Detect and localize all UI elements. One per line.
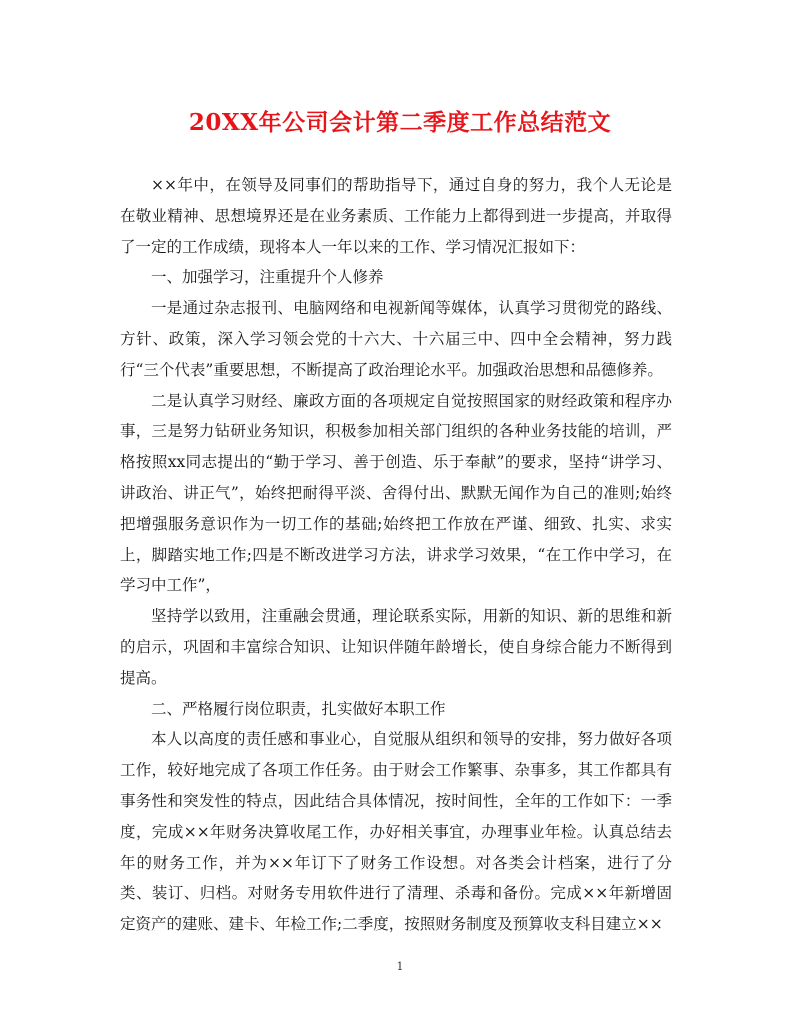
paragraph: 二是认真学习财经、廉政方面的各项规定自觉按照国家的财经政策和程序办事，三是努力钻研业务知识，积极参加相关部门组织的各种业务技能的培训，严格按照xx同志提出的“勤于学习、善于创造、乐于奉献”的要求，坚持“讲学习、讲政治、讲正气”，始终把耐得平淡、舍得付出、默默无闻作为自己的准则;始终把增强服务意识作为一切工作的基础;始终把工作放在严谨、细致、扎实、求实上，脚踏实地工作;四是不断改进学习方法，讲求学习效果，“在工作中学习，在学习中工作”， [120, 391, 672, 595]
paragraph: 本人以高度的责任感和事业心，自觉服从组织和领导的安排，努力做好各项工作，较好地完成了各项工作任务。由于财会工作繁事、杂事多，其工作都具有事务性和突发性的特点，因此结合具体情况，按时间性，全年的工作如下：一季度，完成××年财务决算收尾工作，办好相关事宜，办理事业年检。认真总结去年的财务工作，并为××年订下了财务工作设想。对各类会计档案，进行了分类、装订、归档。对财务专用软件进行了清理、杀毒和备份。完成××年新增固定资产的建账、建卡、年检工作;二季度，按照财务制度及预算收支科目建立×× [120, 730, 672, 934]
page-number: 1 [396, 960, 404, 973]
document-body [120, 170, 672, 940]
section-heading-2: 二、严格履行岗位职责，扎实做好本职工作 [151, 699, 446, 718]
paragraph: 坚持学以致用，注重融会贯通，理论联系实际，用新的知识、新的思维和新的启示，巩固和丰富综合知识、让知识伴随年龄增长，使自身综合能力不断得到提高。 [120, 607, 672, 687]
intro-paragraph: ××年中，在领导及同事们的帮助指导下，通过自身的努力，我个人无论是在敬业精神、思想境界还是在业务素质、工作能力上都得到进一步提高，并取得了一定的工作成绩，现将本人一年以来的工作、学习情况汇报如下： [120, 176, 672, 256]
paragraph: 一是通过杂志报刊、电脑网络和电视新闻等媒体，认真学习贯彻党的路线、方针、政策，深入学习领会党的十六大、十六届三中、四中全会精神，努力践行“三个代表”重要思想，不断提高了政治理论水平。加强政治思想和品德修养。 [120, 299, 672, 379]
document-title: 20XX年公司会计第二季度工作总结范文 [188, 109, 612, 136]
section-heading-1: 一、加强学习，注重提升个人修养 [151, 268, 384, 287]
